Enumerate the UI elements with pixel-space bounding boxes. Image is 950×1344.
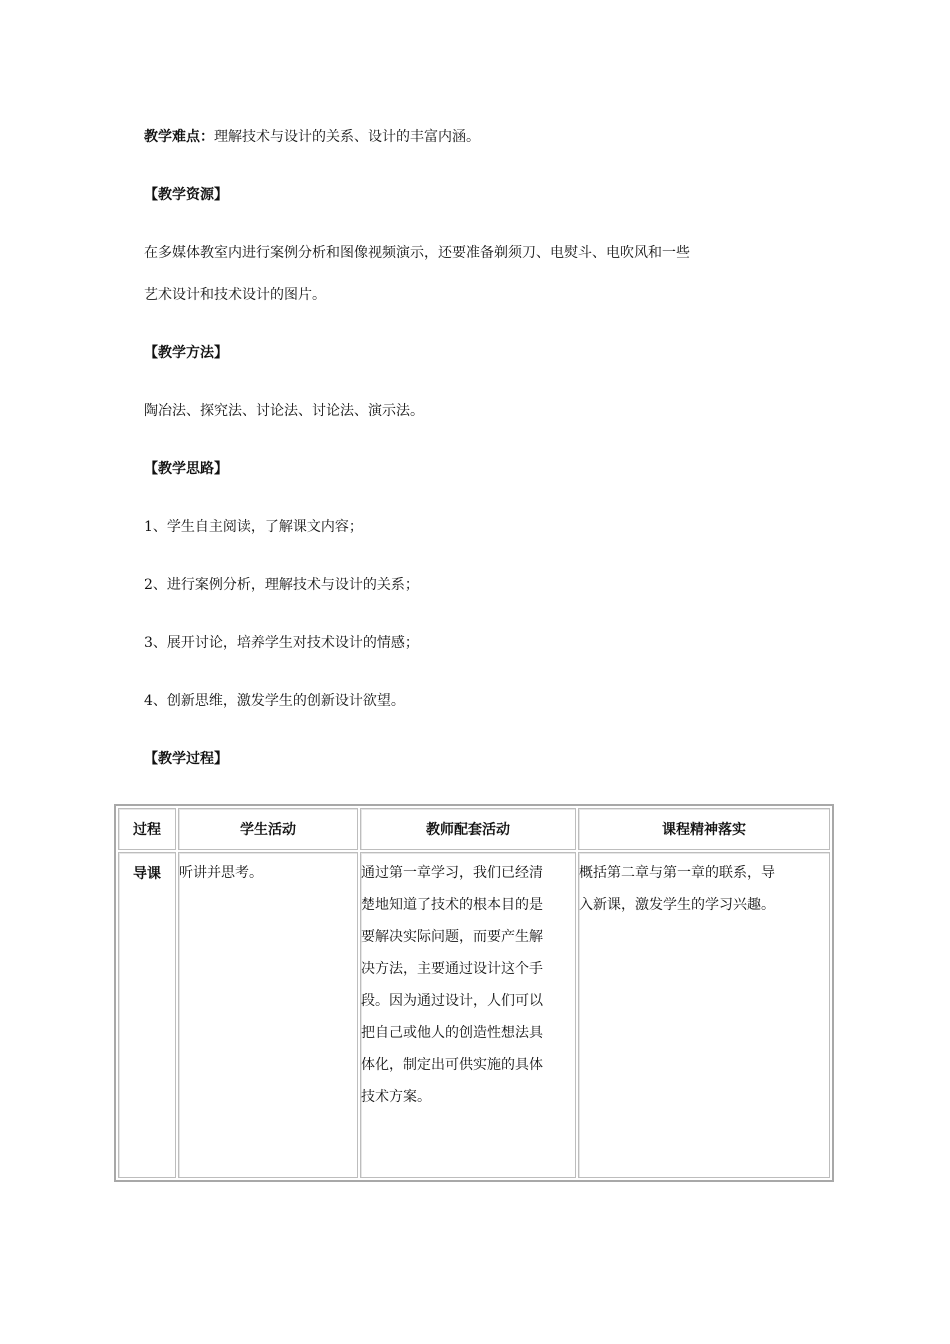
approach-item-4: 4、创新思维，激发学生的创新设计欲望。 [144,693,405,709]
approach-item-3: 3、展开讨论，培养学生对技术设计的情感； [144,635,419,651]
header-student-activity: 学生活动 [178,808,358,850]
cell-student-activity [178,852,358,1178]
header-process: 过程 [118,808,176,850]
teacher-line: 通过第一章学习，我们已经清 [361,865,543,881]
teacher-line: 体化，制定出可供实施的具体 [361,1057,543,1073]
spirit-line: 概括第二章与第一章的联系，导 [579,865,775,881]
student-activity-text: 听讲并思考。 [179,865,263,881]
teacher-line: 决方法，主要通过设计这个手 [361,961,543,977]
methods-text: 陶冶法、探究法、讨论法、讨论法、演示法。 [144,403,424,419]
teacher-line: 段。因为通过设计，人们可以 [361,993,543,1009]
difficulty-text: 理解技术与设计的关系、设计的丰富内涵。 [214,129,480,145]
resources-heading: 【教学资源】 [144,187,228,203]
approach-heading: 【教学思路】 [144,461,228,477]
resources-line-1: 在多媒体教室内进行案例分析和图像视频演示，还要准备剃须刀、电熨斗、电吹风和一些 [144,245,690,261]
cell-course-spirit [578,852,830,1178]
teacher-line: 楚地知道了技术的根本目的是 [361,897,543,913]
process-table [114,804,834,1182]
teacher-line: 把自己或他人的创造性想法具 [361,1025,543,1041]
spirit-line: 入新课，激发学生的学习兴趣。 [579,897,775,913]
teacher-line: 技术方案。 [361,1089,431,1105]
difficulty-line [144,126,480,148]
resources-line-2: 艺术设计和技术设计的图片。 [144,287,326,303]
table-header-row [118,808,830,850]
table-row [118,852,830,1178]
header-course-spirit: 课程精神落实 [578,808,830,850]
header-teacher-activity: 教师配套活动 [360,808,576,850]
process-heading: 【教学过程】 [144,751,228,767]
methods-heading: 【教学方法】 [144,345,228,361]
cell-process: 导课 [118,852,176,1178]
difficulty-label: 教学难点： [144,129,214,145]
cell-teacher-activity [360,852,576,1178]
approach-item-2: 2、进行案例分析，理解技术与设计的关系； [144,577,419,593]
approach-item-1: 1、学生自主阅读，了解课文内容； [144,519,363,535]
teacher-line: 要解决实际问题，而要产生解 [361,929,543,945]
